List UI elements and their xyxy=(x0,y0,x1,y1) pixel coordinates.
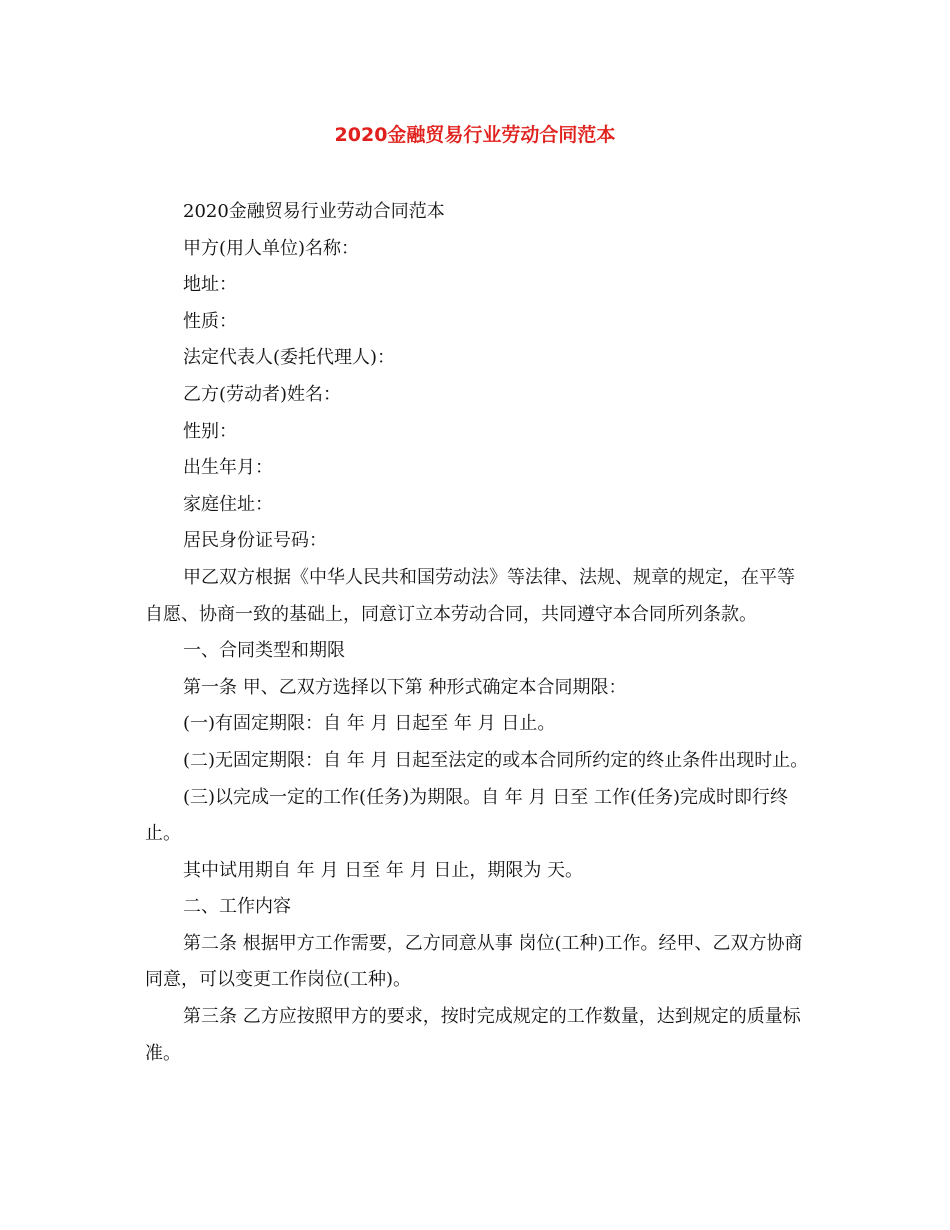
document-body xyxy=(145,194,810,1072)
option-task-term: (三)以完成一定的工作(任务)为期限。自 年 月 日至 工作(任务)完成时即行终止。 xyxy=(145,786,789,845)
article-2: 第二条 根据甲方工作需要，乙方同意从事 岗位(工种)工作。经甲、乙双方协商同意，可以变更工作岗位(工种)。 xyxy=(145,932,803,991)
field-employee-name: 乙方(劳动者)姓名： xyxy=(183,383,342,405)
field-birth-date: 出生年月： xyxy=(183,457,273,479)
option-open-term: (二)无固定期限：自 年 月 日起至法定的或本合同所约定的终止条件出现时止。 xyxy=(183,749,809,771)
field-employer-name: 甲方(用人单位)名称： xyxy=(183,237,360,259)
field-address: 地址： xyxy=(183,274,237,296)
option-fixed-term: (一)有固定期限：自 年 月 日起至 年 月 日止。 xyxy=(183,713,556,735)
section-heading-work-content: 二、工作内容 xyxy=(183,896,291,918)
field-legal-representative: 法定代表人(委托代理人)： xyxy=(183,347,396,369)
field-id-number: 居民身份证号码： xyxy=(183,530,327,552)
field-gender: 性别： xyxy=(183,420,237,442)
article-1: 第一条 甲、乙双方选择以下第 种形式确定本合同期限： xyxy=(183,676,627,698)
section-heading-contract-type: 一、合同类型和期限 xyxy=(183,640,345,662)
document-title: 2020金融贸易行业劳动合同范本 xyxy=(334,124,616,146)
article-3: 第三条 乙方应按照甲方的要求，按时完成规定的工作数量，达到规定的质量标准。 xyxy=(145,1006,801,1064)
paragraph-probation: 其中试用期自 年 月 日至 年 月 日止，期限为 天。 xyxy=(183,859,584,881)
paragraph-heading: 2020金融贸易行业劳动合同范本 xyxy=(183,201,445,222)
paragraph-preamble: 甲乙双方根据《中华人民共和国劳动法》等法律、法规、规章的规定，在平等自愿、协商一致的基础上，同意订立本劳动合同，共同遵守本合同所列条款。 xyxy=(145,566,795,625)
field-nature: 性质： xyxy=(183,310,237,332)
field-home-address: 家庭住址： xyxy=(183,493,273,515)
